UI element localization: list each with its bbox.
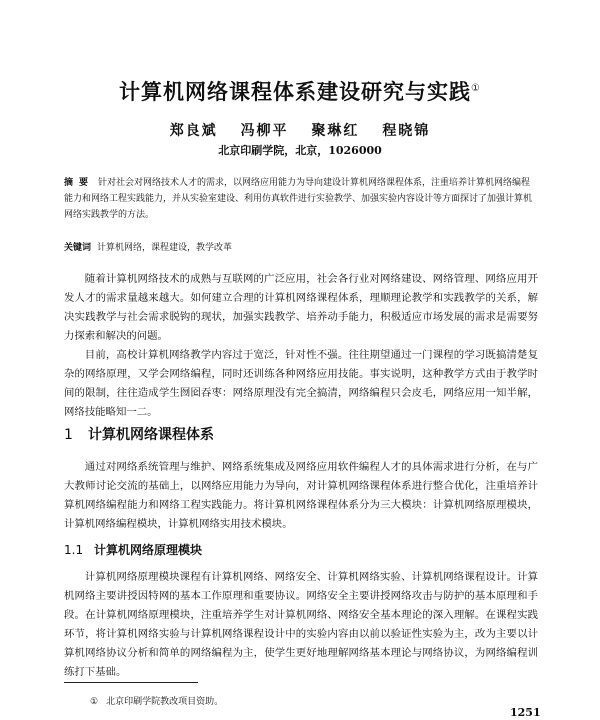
title-footnote-mark: ①	[471, 83, 481, 94]
author-affiliation: 北京印刷学院，北京，1026000	[218, 144, 382, 157]
body-paragraph: 通过对网络系统管理与维护、网络系统集成及网络应用软件编程人才的具体需求进行分析，在与广大教师讨论交流的基础上，以网络应用能力为导向，对计算机网络课程体系进行整合优化，注重培养计算机网络编程能力和网络工程实践能力。将计算机网络课程体系分为三大模块：计算机网络原理模块，计算机网络编程模块，计算机网络实用技术模块。	[64, 461, 538, 530]
abstract	[64, 175, 538, 223]
section-title: 计算机网络课程体系	[88, 427, 214, 443]
subsection-title: 计算机网络原理模块	[94, 543, 203, 557]
page-number: 1251	[510, 706, 541, 719]
author-list	[0, 120, 600, 140]
abstract-label: 摘要	[64, 178, 95, 188]
section-number: 1	[64, 427, 73, 443]
footnote-text: 北京印刷学院教改项目资助。	[106, 697, 224, 707]
body-paragraph: 计算机网络原理模块课程有计算机网络、网络安全、计算机网络实验、计算机网络课程设计。计算机网络主要讲授因特网的基本工作原理和重要协议。网络安全主要讲授网络攻击与防护的基本原理和手段。在计算机网络原理模块，注重培养学生对计算机网络、网络安全基本理论的深入理解。在课程实践环节，将计算机网络实验与计算机网络课程设计中的实验内容由以前以验证性实验为主，改为主要以计算机网络协议分析和简单的网络编程为主，使学生更好地理解网络基本理论与网络协议，为网络编程训练打下基础。	[64, 571, 538, 678]
paper-title	[0, 76, 600, 106]
author-name: 郑良斌	[169, 123, 218, 139]
author-name: 聚琳红	[311, 123, 360, 139]
footnote	[90, 694, 223, 707]
section-heading	[64, 424, 538, 444]
author-name: 程晓锦	[382, 123, 431, 139]
body-paragraph: 随着计算机网络技术的成熟与互联网的广泛应用，社会各行业对网络建设、网络管理、网络应用开发人才的需求量越来越大。如何建立合理的计算机网络课程体系，理顺理论教学和实践教学的关系，解决实践教学与社会需求脱钩的现状，加强实践教学、培养动手能力，积极适应市场发展的需求是需要努力探索和解决的问题。	[64, 273, 538, 342]
body-paragraph: 目前，高校计算机网络教学内容过于宽泛，针对性不强。往往期望通过一门课程的学习既搞清楚复杂的网络原理，又学会网络编程，同时还训练各种网络应用技能。事实说明，这种教学方式由于教学时间的限制，往往造成学生囫囵吞枣：网络原理没有完全搞清，网络编程只会皮毛，网络应用一知半解，网络技能略知一二。	[64, 349, 538, 418]
keywords-text: 计算机网络，课程建设，教学改革	[97, 243, 233, 253]
author-name: 冯柳平	[240, 123, 289, 139]
abstract-text: 针对社会对网络技术人才的需求，以网络应用能力为导向建设计算机网络课程体系，注重培养计算机网络编程能力和网络工程实践能力，并从实验室建设、利用仿真软件进行实验教学、加强实验内容设计等方面探讨了加强计算机网络实践教学的方法。	[64, 178, 533, 220]
footnote-mark: ①	[90, 697, 99, 707]
subsection-number: 1.1	[64, 543, 84, 557]
subsection-heading	[64, 541, 538, 558]
footnote-divider	[64, 682, 198, 683]
paper-title-text: 计算机网络课程体系建设研究与实践	[119, 80, 472, 104]
keywords-label: 关键词	[64, 243, 92, 253]
keywords	[64, 240, 538, 256]
